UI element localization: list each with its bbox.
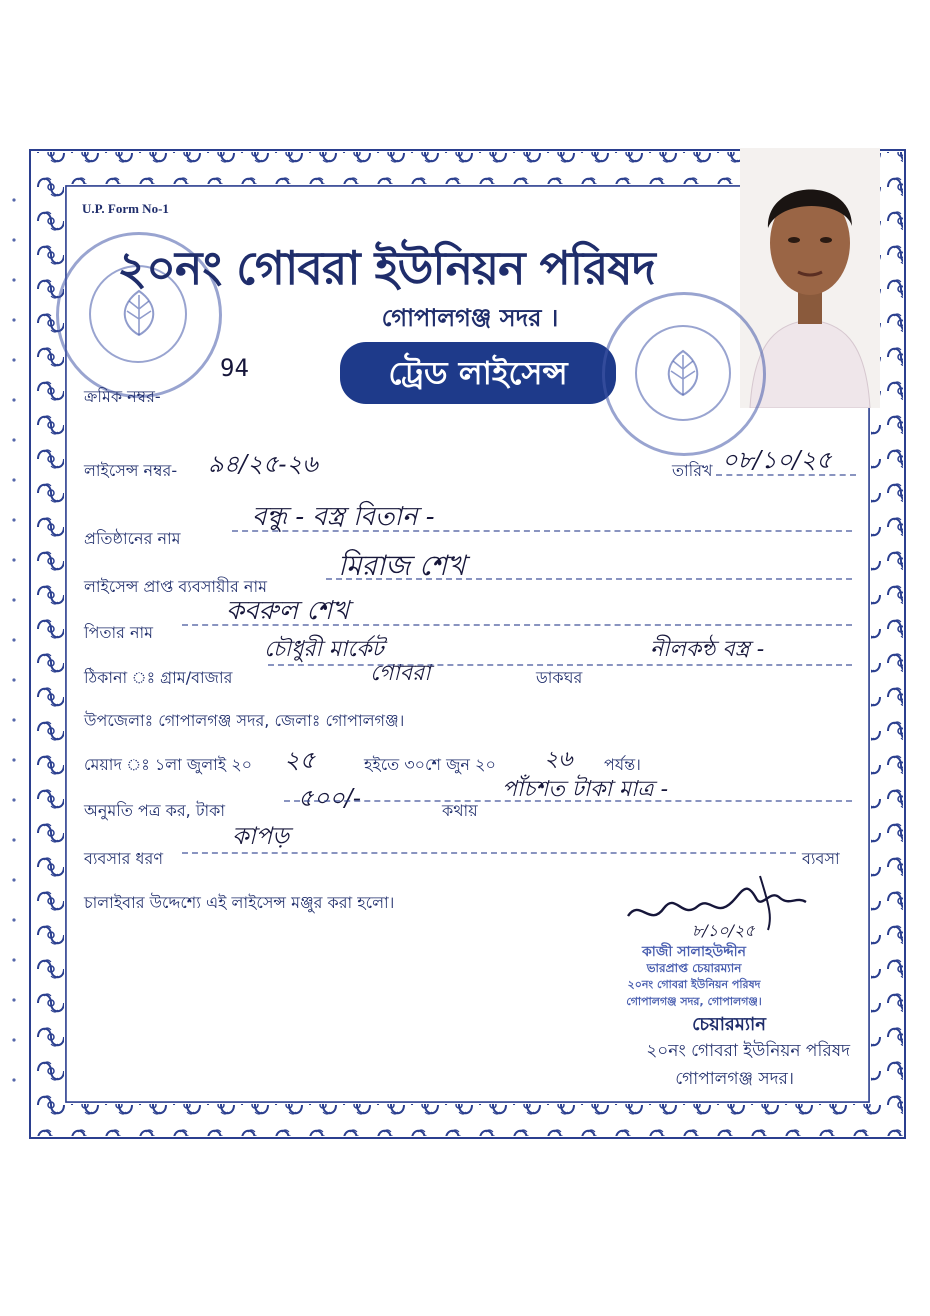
term-year-end: ২৬: [544, 747, 573, 772]
address-other-value: নীলকন্ঠ বস্ত্র -: [650, 637, 765, 662]
form-number: U.P. Form No-1: [82, 201, 169, 216]
org-name-line: [232, 530, 852, 532]
address-line: [268, 664, 852, 666]
in-words-value: পাঁচশত টাকা মাত্র -: [502, 777, 669, 802]
org-name-value: বন্ধু - বস্ত্র বিতান -: [252, 502, 435, 532]
licensee-value: মিরাজ শেখ: [338, 549, 466, 582]
grant-line: চালাইবার উদ্দেশ্যে এই লাইসেন্স মঞ্জুর করা হলো।: [84, 893, 395, 912]
licensee-line: [326, 578, 852, 580]
business-type-label: ব্যবসার ধরণ: [84, 849, 163, 868]
union-seal-right: [602, 292, 766, 456]
father-value: কবরুল শেখ: [226, 596, 350, 626]
license-no-label: লাইসেন্স নম্বর-: [84, 461, 178, 480]
address-post-value: গোবরা: [370, 661, 431, 686]
license-no-value: ৯৪/২৫-২৬: [208, 450, 318, 478]
business-suffix: ব্যবসা: [802, 849, 840, 868]
seal-place: গোপালগঞ্জ সদর, গোপালগঞ্জ।: [626, 995, 762, 1008]
chairman-label: চেয়ারম্যান: [692, 1014, 766, 1035]
fee-line: [284, 800, 852, 802]
serial-label: ক্রমিক নম্বর-: [84, 387, 161, 406]
term-mid: হইতে ৩০শে জুন ২০: [364, 755, 496, 774]
term-year-start: ২৫: [284, 746, 316, 774]
fee-label: অনুমতি পত্র কর, টাকা: [84, 801, 226, 820]
union-subtitle: গোপালগঞ্জ সদর ।: [381, 304, 559, 332]
father-line: [182, 624, 852, 626]
address-village-value: চৌধুরী মার্কেট: [264, 637, 384, 662]
trade-license-badge: ট্রেড লাইসেন্স: [340, 342, 616, 404]
date-label: তারিখ: [672, 461, 713, 480]
footer-org: ২০নং গোবরা ইউনিয়ন পরিষদ: [646, 1041, 850, 1061]
term-prefix: মেয়াদ ঃ ১লা জুলাই ২০: [84, 755, 252, 774]
post-office-label: ডাকঘর: [536, 668, 583, 687]
fee-value: ৫০০/-: [298, 784, 361, 812]
seal-name: কাজী সালাহউদ্দীন: [641, 944, 747, 960]
seal-role: ভারপ্রাপ্ত চেয়ারম্যান: [646, 961, 742, 975]
signature-date: ৮/১০/২৫: [692, 921, 755, 940]
in-words-label: কথায়: [442, 801, 478, 820]
leaf-emblem-icon: [655, 345, 711, 401]
business-type-value: কাপড়: [232, 822, 290, 850]
licensee-label: লাইসেন্স প্রাপ্ত ব্যবসায়ীর নাম: [84, 577, 267, 596]
org-name-label: প্রতিষ্ঠানের নাম: [84, 529, 181, 548]
father-label: পিতার নাম: [84, 623, 154, 642]
serial-value: 94: [220, 354, 249, 382]
date-value: ০৮/১০/২৫: [722, 446, 832, 474]
union-title: ২০নং গোবরা ইউনিয়ন পরিষদ: [117, 241, 655, 295]
footer-place: গোপালগঞ্জ সদর।: [675, 1069, 794, 1089]
upazila-line: উপজেলাঃ গোপালগঞ্জ সদর, জেলাঃ গোপালগঞ্জ।: [84, 711, 405, 730]
address-label: ঠিকানা ঃ গ্রাম/বাজার: [84, 668, 233, 687]
date-line: [716, 474, 856, 476]
business-type-line: [182, 852, 796, 854]
term-suffix: পর্যন্ত।: [604, 755, 641, 774]
seal-org: ২০নং গোবরা ইউনিয়ন পরিষদ: [627, 978, 761, 991]
